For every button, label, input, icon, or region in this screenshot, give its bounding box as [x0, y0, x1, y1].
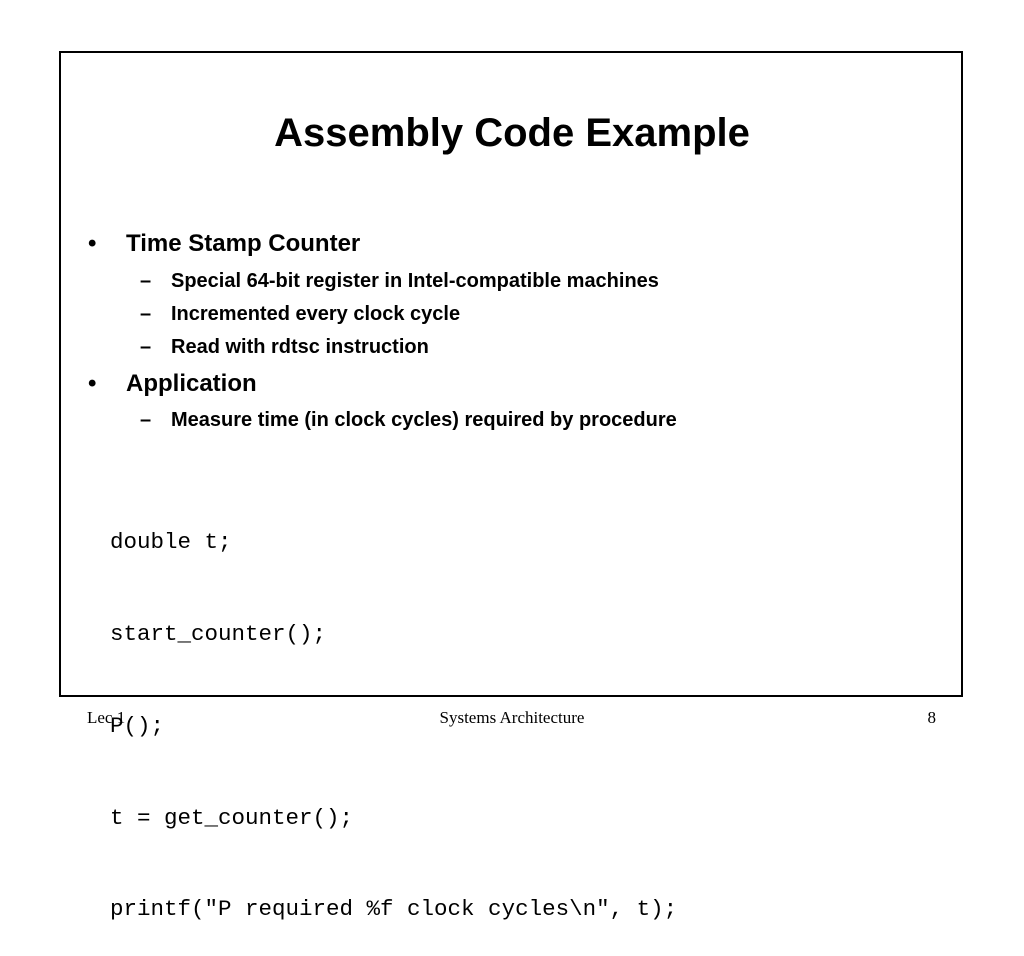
subbullet-rdtsc: [140, 334, 429, 360]
bullet-text: Application: [126, 370, 257, 397]
code-line: start_counter();: [110, 620, 327, 647]
subbullet-text: Incremented every clock cycle: [171, 303, 461, 325]
subbullet-text: Read with rdtsc instruction: [171, 336, 429, 358]
subbullet-measure-time: [140, 407, 677, 433]
code-line: double t;: [110, 529, 232, 556]
subbullet-text: Measure time (in clock cycles) required by procedure: [171, 409, 677, 431]
dash-marker: –: [140, 303, 152, 325]
dash-marker: –: [140, 409, 152, 431]
subbullet-special-register: [140, 268, 659, 294]
bullet-marker: •: [88, 230, 97, 257]
footer-lecture: Lec 1: [87, 708, 126, 727]
bullet-text: Time Stamp Counter: [126, 230, 361, 257]
code-line: printf(″P required %f clock cycles\n″, t);: [110, 896, 678, 923]
subbullet-text: Special 64-bit register in Intel-compatible machines: [171, 270, 659, 292]
footer-course-title: Systems Architecture: [439, 708, 585, 727]
footer-page-number: 8: [927, 708, 936, 727]
bullet-marker: •: [88, 370, 97, 397]
code-line: P();: [110, 712, 165, 739]
subbullet-incremented: [140, 301, 460, 327]
code-line: t = get_counter();: [110, 804, 354, 831]
dash-marker: –: [140, 336, 152, 358]
slide-title: Assembly Code Example: [274, 111, 750, 155]
bullet-application: [88, 369, 257, 399]
dash-marker: –: [140, 270, 152, 292]
bullet-time-stamp-counter: [88, 229, 360, 259]
